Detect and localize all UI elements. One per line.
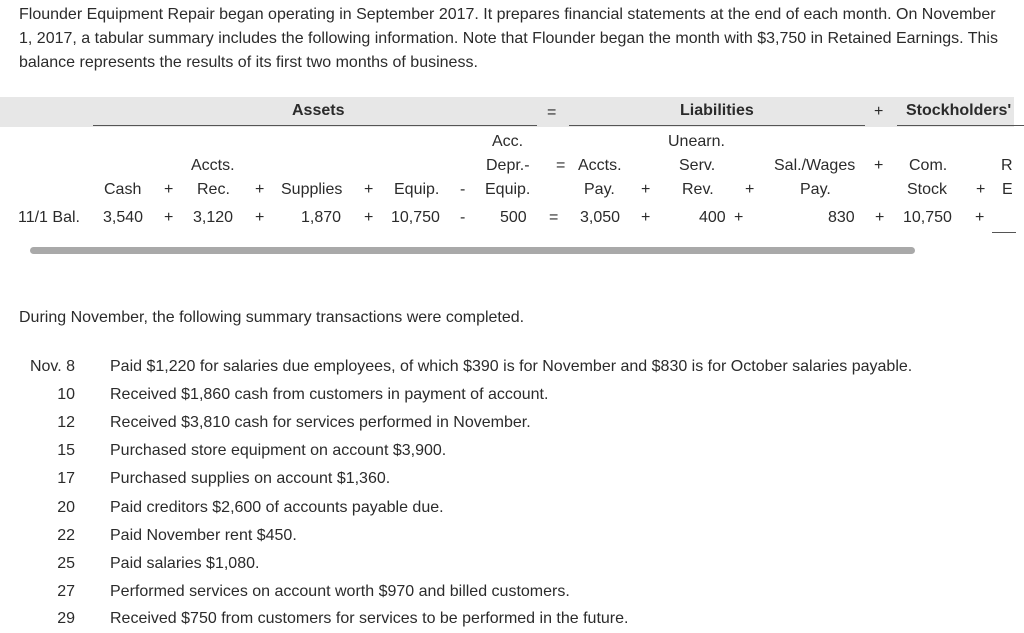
col-salwages-l2: Pay.	[800, 181, 831, 198]
col-accdepr-l1: Acc.	[492, 133, 524, 150]
transaction-text: Purchased store equipment on account $3,900.	[110, 442, 447, 459]
bal-supplies: 1,870	[301, 209, 342, 226]
op-b-6: +	[734, 209, 744, 226]
col-unearned-l2: Serv.	[679, 157, 716, 174]
transaction-item	[0, 578, 1024, 606]
op-b-4: -	[460, 209, 466, 226]
col-unearned-l1: Unearn.	[668, 133, 725, 150]
re-answer-line[interactable]	[992, 232, 1016, 233]
bal-ap: 3,050	[580, 209, 621, 226]
transaction-text: Paid $1,220 for salaries due employees, of which $390 is for November and $830 is for October salaries payable.	[110, 358, 913, 375]
transaction-text: Paid creditors $2,600 of accounts payable due.	[110, 499, 444, 516]
col-cash: Cash	[104, 181, 142, 198]
transaction-date: 20	[57, 499, 75, 516]
bal-equip: 10,750	[391, 209, 440, 226]
op-b-8: +	[975, 209, 985, 226]
problem-intro: Flounder Equipment Repair began operating in September 2017. It prepares financial statements at the end of each month. On November 1, 2017, a tabular summary includes the following information. Note that Flounder began the month with $3,750 in Retained Earnings. This balance represents the results of its first two months of business.	[19, 6, 998, 71]
header-band	[0, 97, 1014, 127]
transaction-text: Purchased supplies on account $1,360.	[110, 470, 391, 487]
transaction-text: Received $1,860 cash from customers in payment of account.	[110, 386, 549, 403]
transaction-text: Received $750 from customers for services to be performed in the future.	[110, 610, 629, 627]
col-equip: Equip.	[394, 181, 440, 198]
transaction-text: Paid November rent $450.	[110, 527, 297, 544]
bal-comstock: 10,750	[903, 209, 952, 226]
liabilities-rule	[569, 125, 865, 126]
horizontal-scrollbar[interactable]	[30, 247, 915, 254]
equals-sign: =	[547, 104, 557, 121]
col-accdepr-l2: Depr.-	[486, 157, 530, 174]
op-eq-2: =	[556, 157, 566, 174]
op-h-6: +	[745, 181, 755, 198]
op-b-eq: =	[549, 209, 559, 226]
transaction-date: 25	[57, 555, 75, 572]
col-unearned-l3: Rev.	[682, 181, 714, 198]
op-b-2: +	[255, 209, 265, 226]
transaction-item	[0, 465, 1024, 493]
col-accdepr-l3: Equip.	[485, 181, 531, 198]
transaction-item	[0, 437, 1024, 465]
transaction-item	[0, 353, 1024, 381]
stockholders-equity-header: Stockholders'	[906, 102, 1012, 119]
op-h-7: +	[976, 181, 986, 198]
col-ap-l1: Accts.	[578, 157, 622, 174]
during-november-text: During November, the following summary transactions were completed.	[19, 309, 525, 326]
col-comstock-l1: Com.	[909, 157, 948, 174]
tabular-summary-table	[0, 97, 1024, 237]
transaction-date: 17	[57, 470, 75, 487]
plus-sign: +	[874, 103, 884, 120]
col-re-l2: E	[1002, 181, 1013, 198]
bal-ar: 3,120	[193, 209, 234, 226]
op-h-2: +	[255, 181, 265, 198]
transaction-item	[0, 494, 1024, 522]
transaction-item	[0, 550, 1024, 578]
op-h-1: +	[164, 181, 174, 198]
transaction-item	[0, 409, 1024, 437]
equity-rule	[897, 125, 1024, 126]
op-b-5: +	[641, 209, 651, 226]
transaction-date: 29	[57, 610, 75, 627]
transaction-date: Nov. 8	[29, 358, 75, 375]
transaction-date: 27	[57, 583, 75, 600]
op-plus-h2: +	[874, 157, 884, 174]
col-ar-l1: Accts.	[191, 157, 235, 174]
transaction-date: 22	[57, 527, 75, 544]
op-h-4: -	[460, 181, 466, 198]
col-re-l1: R	[1001, 157, 1013, 174]
bal-accdepr: 500	[500, 209, 527, 226]
transaction-date: 12	[57, 414, 75, 431]
bal-salwages: 830	[828, 209, 855, 226]
transaction-text: Paid salaries $1,080.	[110, 555, 260, 572]
col-comstock-l2: Stock	[907, 181, 948, 198]
op-h-5: +	[641, 181, 651, 198]
transaction-date: 10	[57, 386, 75, 403]
transaction-text: Received $3,810 cash for services performed in November.	[110, 414, 531, 431]
liabilities-header: Liabilities	[680, 102, 754, 119]
bal-unearned: 400	[699, 209, 726, 226]
op-b-1: +	[164, 209, 174, 226]
op-b-3: +	[364, 209, 374, 226]
transaction-text: Performed services on account worth $970 and billed customers.	[110, 583, 570, 600]
col-ap-l2: Pay.	[584, 181, 615, 198]
transaction-item	[0, 381, 1024, 409]
assets-rule	[93, 125, 537, 126]
col-ar-l2: Rec.	[197, 181, 230, 198]
transaction-date: 15	[57, 442, 75, 459]
col-salwages-l1: Sal./Wages	[774, 157, 856, 174]
assets-header: Assets	[292, 102, 345, 119]
op-b-7: +	[875, 209, 885, 226]
transaction-item	[0, 522, 1024, 550]
transaction-item	[0, 605, 1024, 633]
col-supplies: Supplies	[281, 181, 343, 198]
bal-cash: 3,540	[103, 209, 144, 226]
op-h-3: +	[364, 181, 374, 198]
balance-label: 11/1 Bal.	[18, 209, 80, 226]
